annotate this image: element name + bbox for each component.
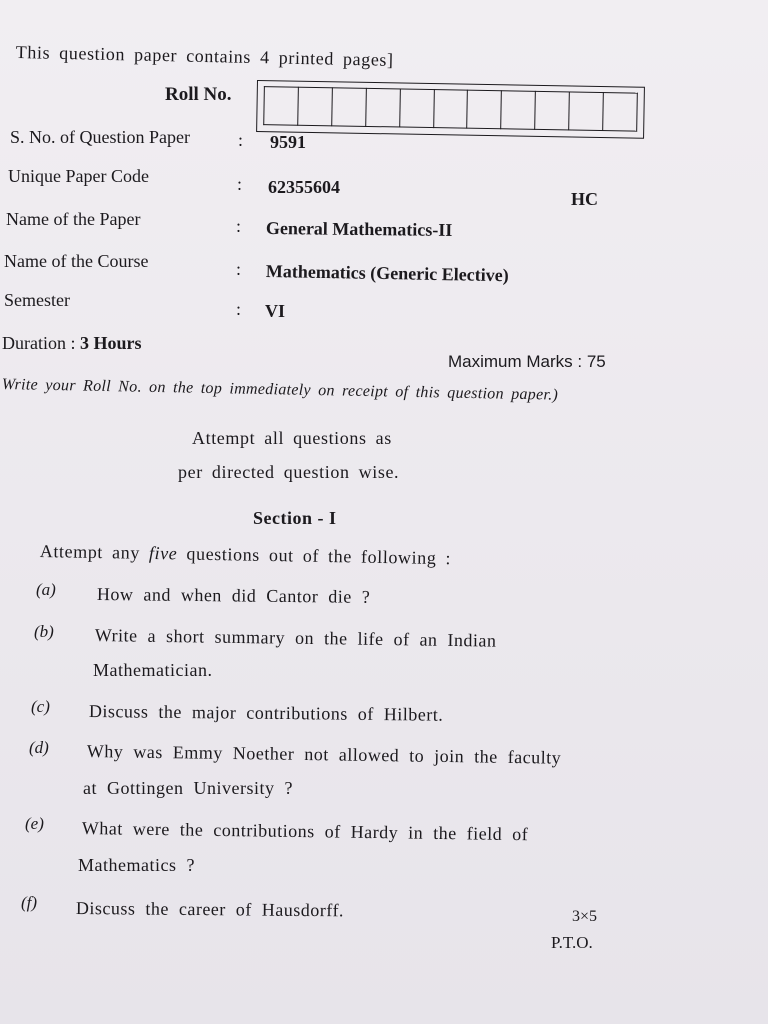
roll-cell[interactable]: [297, 87, 332, 127]
roll-cell[interactable]: [263, 86, 298, 126]
roll-cell[interactable]: [433, 89, 468, 129]
field-value-serial: 9591: [270, 132, 306, 152]
field-colon: :: [236, 216, 242, 236]
section-title: Section - I: [253, 508, 337, 528]
roll-number-label: Roll No.: [165, 84, 232, 105]
question-label: (b): [34, 622, 54, 641]
section-instruction: Attempt any five questions out of the following :: [39, 541, 452, 569]
field-colon: :: [236, 259, 242, 279]
field-label-paper-code: Unique Paper Code: [8, 166, 149, 186]
question-label: (f): [21, 893, 38, 912]
roll-cell[interactable]: [534, 91, 569, 131]
question-text: Why was Emmy Noether not allowed to join the faculty: [86, 741, 562, 768]
max-marks: Maximum Marks : 75: [448, 352, 606, 371]
field-label-course: Name of the Course: [4, 251, 149, 271]
duration: [2, 333, 142, 354]
question-text: Discuss the major contributions of Hilbert.: [88, 701, 444, 725]
question-text: at Gottingen University ?: [83, 778, 293, 798]
roll-cell[interactable]: [331, 87, 366, 127]
field-label-serial: S. No. of Question Paper: [10, 127, 190, 147]
field-value-paper-name: General Mathematics-II: [265, 218, 453, 240]
roll-cell[interactable]: [399, 88, 434, 128]
field-colon: :: [238, 130, 244, 150]
duration-value: 3 Hours: [80, 333, 142, 353]
question-text: Mathematician.: [93, 660, 213, 680]
question-text: Discuss the career of Hausdorff.: [75, 898, 345, 921]
field-value-semester: VI: [265, 301, 286, 321]
roll-cell[interactable]: [467, 90, 502, 130]
field-value-course: Mathematics (Generic Elective): [265, 261, 509, 286]
field-label-semester: Semester: [4, 290, 70, 310]
question-text: Mathematics ?: [78, 855, 195, 875]
question-text: How and when did Cantor die ?: [96, 584, 371, 607]
page-count-note: This question paper contains 4 printed pages]: [15, 42, 394, 70]
question-label: (d): [29, 738, 49, 757]
page-turn-note: P.T.O.: [551, 933, 593, 952]
general-instruction-line-1: Attempt all questions as: [192, 428, 392, 448]
question-label: (c): [31, 697, 50, 716]
duration-label: Duration :: [2, 333, 80, 353]
paper-tag: HC: [571, 189, 598, 209]
roll-cell[interactable]: [602, 92, 638, 132]
field-value-paper-code: 62355604: [268, 177, 340, 197]
general-instruction-line-2: per directed question wise.: [178, 462, 400, 482]
roll-number-box[interactable]: [256, 80, 645, 139]
roll-cell[interactable]: [501, 90, 536, 130]
roll-cell[interactable]: [568, 91, 603, 131]
field-colon: :: [236, 299, 242, 319]
field-colon: :: [237, 174, 243, 194]
roll-cell[interactable]: [365, 88, 400, 128]
marks-scheme: 3×5: [572, 908, 598, 925]
question-text: What were the contributions of Hardy in the field of: [81, 818, 529, 845]
question-text: Write a short summary on the life of an Indian: [94, 625, 497, 651]
field-label-paper-name: Name of the Paper: [6, 209, 141, 229]
question-label: (a): [36, 580, 56, 599]
question-label: (e): [25, 814, 44, 833]
roll-instruction: Write your Roll No. on the top immediately on receipt of this question paper.): [1, 376, 559, 404]
